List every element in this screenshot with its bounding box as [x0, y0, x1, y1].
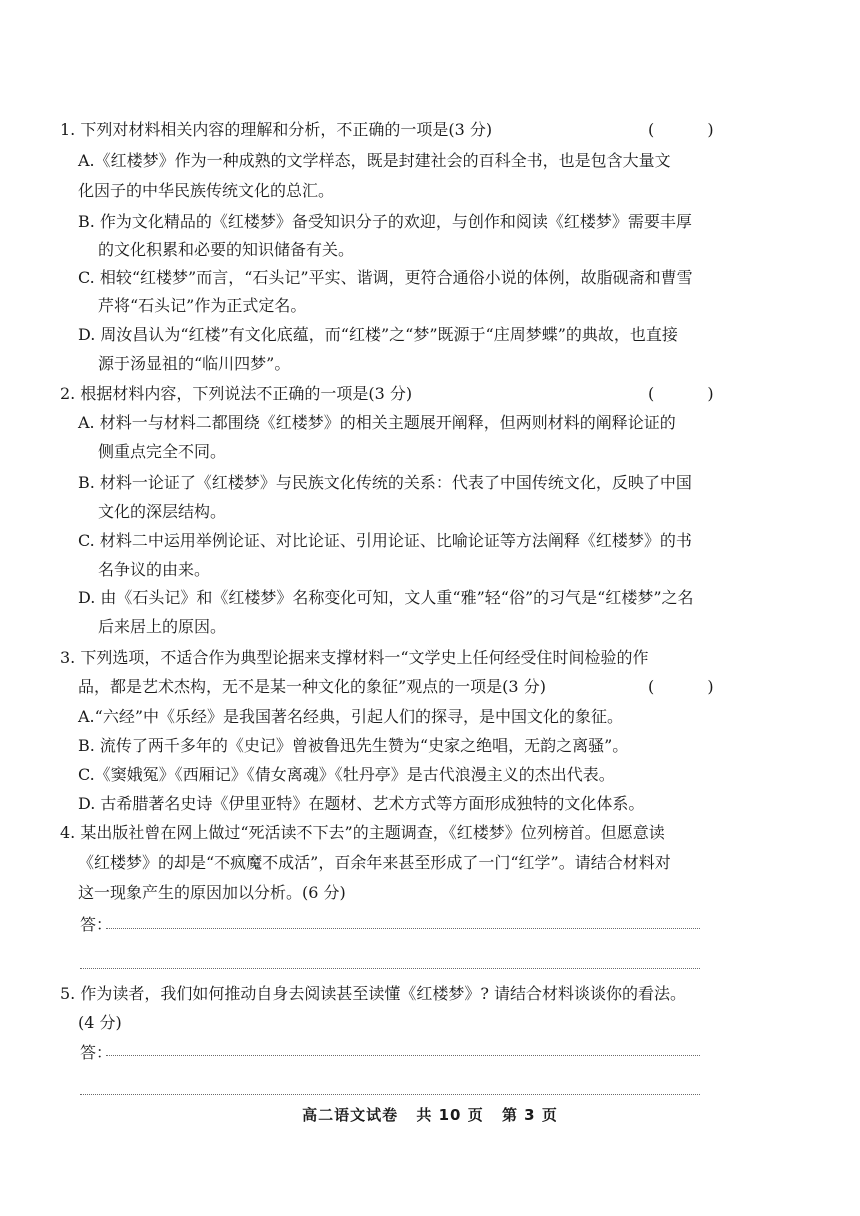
- q4-answer-line-2[interactable]: [80, 968, 700, 969]
- q1-option-b-line1: B. 作为文化精品的《红楼梦》备受知识分子的欢迎，与创作和阅读《红楼梦》需要丰厚: [78, 212, 692, 231]
- q1-option-a-line1: A.《红楼梦》作为一种成熟的文学样态，既是封建社会的百科全书，也是包含大量文: [78, 151, 671, 170]
- q1-option-a-line2: 化因子的中华民族传统文化的总汇。: [78, 181, 335, 200]
- q3-answer-paren: ( ): [648, 677, 738, 696]
- footer-exam-title: 高二语文试卷: [302, 1106, 399, 1124]
- q2-option-d-line1: D. 由《石头记》和《红楼梦》名称变化可知，文人重“雅”轻“俗”的习气是“红楼梦”之名: [78, 588, 694, 607]
- q2-option-a-line2: 侧重点完全不同。: [98, 442, 227, 461]
- q4-stem-line3: 这一现象产生的原因加以分析。(6 分): [78, 883, 346, 902]
- q1-option-d-line2: 源于汤显祖的“临川四梦”。: [98, 354, 291, 373]
- q1-answer-paren: ( ): [648, 120, 738, 139]
- q4-answer-line-1[interactable]: [106, 928, 700, 929]
- q2-option-a-line1: A. 材料一与材料二都围绕《红楼梦》的相关主题展开阐释，但两则材料的阐释论证的: [78, 413, 676, 432]
- q3-option-d: D. 古希腊著名史诗《伊里亚特》在题材、艺术方式等方面形成独特的文化体系。: [78, 794, 645, 813]
- page-footer: [0, 1104, 860, 1125]
- q2-option-d-line2: 后来居上的原因。: [98, 617, 227, 636]
- q3-option-a: A.“六经”中《乐经》是我国著名经典，引起人们的探寻，是中国文化的象征。: [78, 707, 624, 726]
- q5-answer-line-1[interactable]: [106, 1055, 700, 1056]
- q2-option-c-line1: C. 材料二中运用举例论证、对比论证、引用论证、比喻论证等方法阐释《红楼梦》的书: [78, 531, 692, 550]
- q5-answer-line-2[interactable]: [80, 1094, 700, 1095]
- q4-stem-line1: 4. 某出版社曾在网上做过“死活读不下去”的主题调查，《红楼梦》位列榜首。但愿意读: [60, 823, 665, 842]
- q1-option-c-line2: 芹将“石头记”作为正式定名。: [98, 296, 307, 315]
- q4-answer-label: 答：: [80, 915, 113, 934]
- q3-stem-line2: 品，都是艺术杰构，无不是某一种文化的象征”观点的一项是(3 分): [78, 677, 546, 696]
- q2-option-b-line2: 文化的深层结构。: [98, 502, 227, 521]
- q3-option-c: C.《窦娥冤》《西厢记》《倩女离魂》《牡丹亭》是古代浪漫主义的杰出代表。: [78, 765, 615, 784]
- q2-stem: 2. 根据材料内容，下列说法不正确的一项是(3 分): [60, 384, 413, 403]
- q5-answer-label: 答：: [80, 1043, 113, 1062]
- q5-stem-line2: (4 分): [78, 1013, 122, 1032]
- q2-option-b-line1: B. 材料一论证了《红楼梦》与民族文化传统的关系：代表了中国传统文化，反映了中国: [78, 473, 692, 492]
- q5-stem-line1: 5. 作为读者，我们如何推动自身去阅读甚至读懂《红楼梦》? 请结合材料谈谈你的看法。: [60, 984, 687, 1003]
- footer-total-pages: 共 10 页: [416, 1106, 484, 1124]
- q2-option-c-line2: 名争议的由来。: [98, 560, 211, 579]
- q1-option-b-line2: 的文化积累和必要的知识储备有关。: [98, 240, 355, 259]
- q4-stem-line2: 《红楼梦》的却是“不疯魔不成活”，百余年来甚至形成了一门“红学”。请结合材料对: [78, 853, 671, 872]
- q1-option-c-line1: C. 相较“红楼梦”而言，“石头记”平实、谐调，更符合通俗小说的体例，故脂砚斋和曹雪: [78, 268, 693, 287]
- q1-option-d-line1: D. 周汝昌认为“红楼”有文化底蕴，而“红楼”之“梦”既源于“庄周梦蝶”的典故，也直接: [78, 325, 678, 344]
- footer-page-number: 第 3 页: [501, 1106, 558, 1124]
- q2-answer-paren: ( ): [648, 384, 738, 403]
- q3-stem-line1: 3. 下列选项，不适合作为典型论据来支撑材料一“文学史上任何经受住时间检验的作: [60, 648, 649, 667]
- q3-option-b: B. 流传了两千多年的《史记》曾被鲁迅先生赞为“史家之绝唱，无韵之离骚”。: [78, 736, 629, 755]
- q1-stem: 1. 下列对材料相关内容的理解和分析，不正确的一项是(3 分): [60, 120, 493, 139]
